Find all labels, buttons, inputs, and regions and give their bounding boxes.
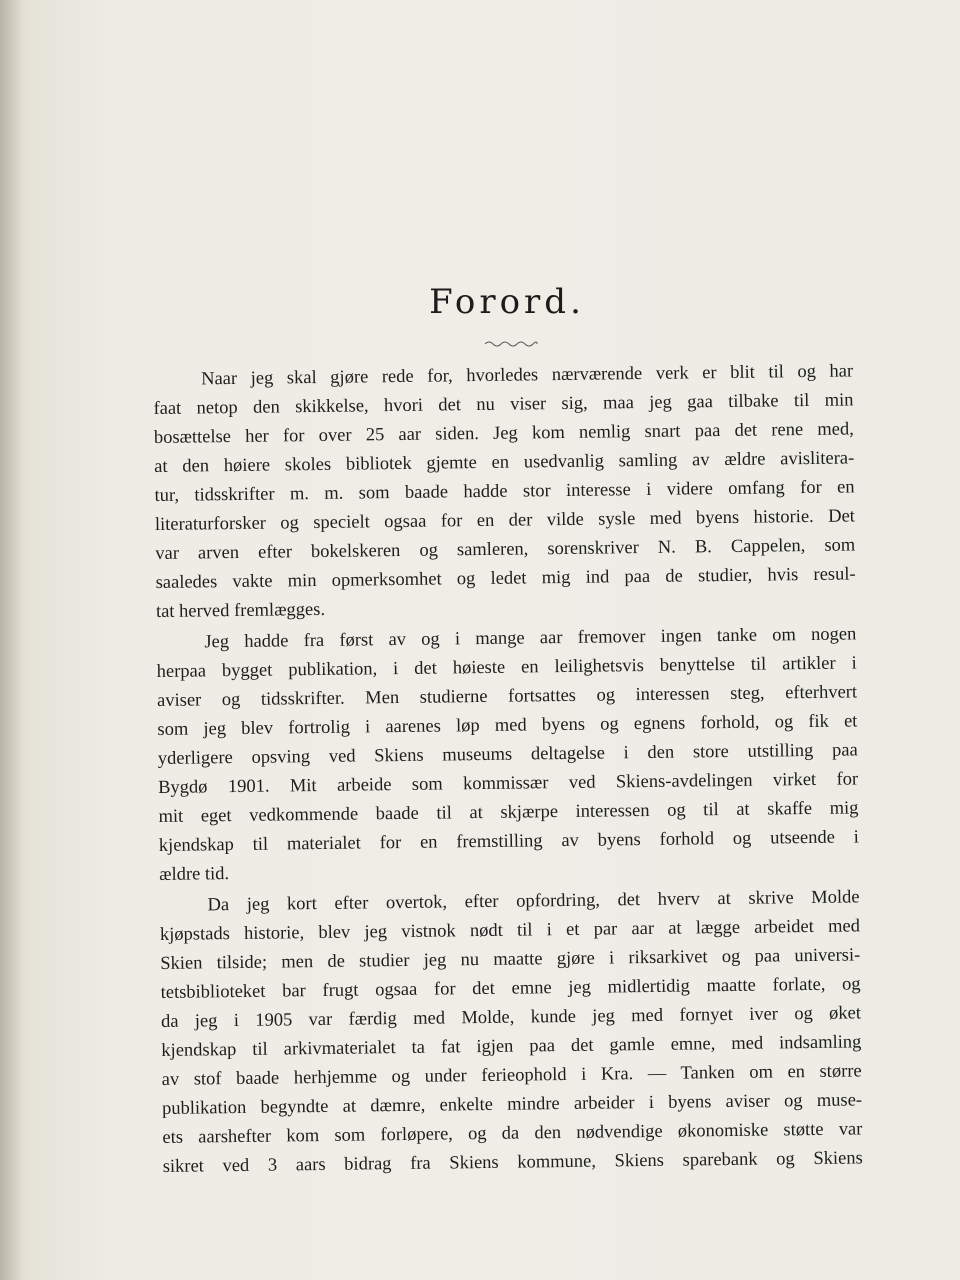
text-line: literaturforsker og specielt ogsaa for en der vilde sysle med byens historie. Det: [154, 506, 856, 535]
text-line: Naar jeg skal gjøre rede for, hvorledes nærværende verk er blit til og har: [201, 361, 854, 390]
book-spine-shadow: [0, 0, 22, 1280]
text-line: av stof baade herhjemme og under ferieophold i Kra. — Tanken om en større: [161, 1061, 862, 1090]
text-line: herpaa bygget publikation, i det høieste en leilighetsvis benyttelse til artikler i: [156, 653, 857, 682]
text-line: Bygdø 1901. Mit arbeide som kommissær ved Skiens-avdelingen virket for: [158, 769, 859, 798]
text-line: yderligere opsving ved Skiens museums deltagelse i den store utstilling paa: [157, 740, 858, 769]
text-line: kjendskap til materialet for en fremstilling av byens forhold og utseende i: [158, 827, 859, 856]
text-line: kjøpstads historie, blev jeg vistnok nødt til i et par aar at lægge arbeidet med: [159, 916, 861, 945]
text-line: faat netop den skikkelse, hvori det nu viser sig, maa jeg gaa tilbake til min: [153, 390, 854, 419]
wavy-ornament-icon: [483, 338, 539, 350]
text-line: ets aarshefter kom som forløpere, og da den nødvendige økonomiske støtte var: [162, 1119, 863, 1148]
text-line: Jeg hadde fra først av og i mange aar fremover ingen tanke om nogen: [204, 624, 857, 653]
paragraph: [153, 357, 856, 627]
text-line: da jeg i 1905 var færdig med Molde, kunde jeg med fornyet iver og øket: [160, 1003, 862, 1032]
paragraph: [156, 620, 859, 890]
text-line: sikret ved 3 aars bidrag fra Skiens kommune, Skiens sparebank og Skiens: [162, 1148, 863, 1177]
text-line: tat herved fremlægges.: [155, 599, 326, 622]
text-line: var arven efter bokelskeren og samleren, sorenskriver N. B. Cappelen, som: [155, 535, 856, 564]
text-line: aviser og tidsskrifter. Men studierne fortsattes og interessen steg, efterhvert: [156, 682, 858, 711]
page-title: Forord.: [429, 282, 585, 322]
text-line: bosættelse her for over 25 aar siden. Jeg kom nemlig snart paa det rene med,: [153, 419, 854, 448]
text-line: at den høiere skoles bibliotek gjemte en usedvanlig samling av ældre avislitera-: [154, 448, 855, 477]
text-line: publikation begyndte at dæmre, enkelte mindre arbeider i byens aviser og muse-: [161, 1090, 863, 1119]
text-line: kjendskap til arkivmaterialet ta fat igjen paa det gamle emne, med indsamling: [161, 1032, 862, 1061]
text-line: tetsbiblioteket bar frugt ogsaa for det emne jeg midlertidig maatte forlate, og: [160, 974, 861, 1003]
paragraph: [159, 883, 862, 1182]
text-line: Da jeg kort efter overtok, efter opfordring, det hverv at skrive Molde: [207, 887, 860, 916]
text-line: Skien tilside; men de studier jeg nu maatte gjøre i riksarkivet og paa universi-: [160, 945, 861, 974]
text-line: som jeg blev fortrolig i aarenes løp med byens og egnens forhold, og fik et: [157, 711, 858, 740]
text-line: mit eget vedkommende baade til at skjærpe interessen og til at skaffe mig: [158, 798, 859, 827]
body-text: [153, 357, 863, 1181]
text-line: saaledes vakte min opmerksomhet og ledet mig ind paa de studier, hvis resul-: [155, 564, 856, 593]
text-line: ældre tid.: [159, 864, 230, 885]
text-line: tur, tidsskrifter m. m. som baade hadde stor interesse i videre omfang for en: [154, 477, 855, 506]
